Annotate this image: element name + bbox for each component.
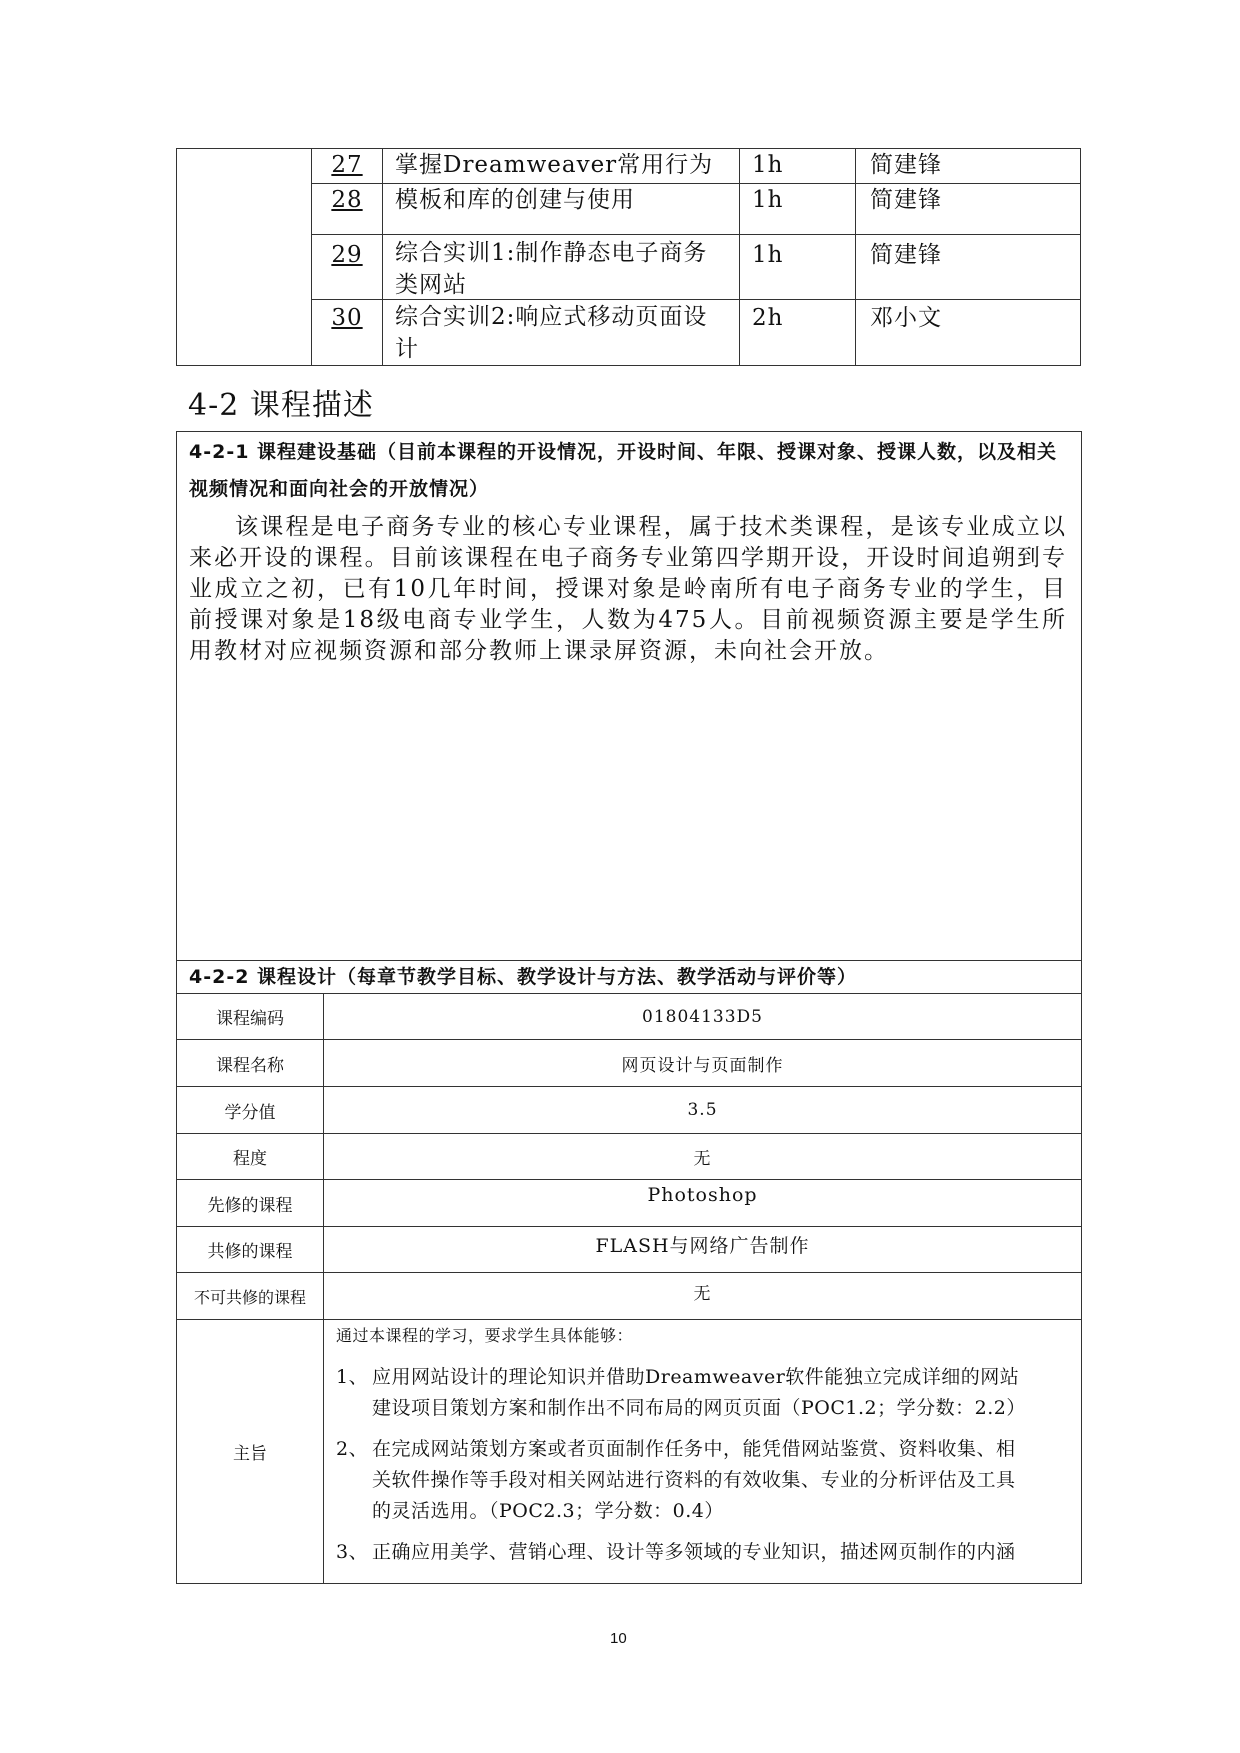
lecture-teacher-cell: 邓小文 <box>855 299 1081 366</box>
lecture-num-cell: 29 <box>311 234 383 300</box>
aim-line: 正确应用美学、营销心理、设计等多领域的专业知识，描述网页制作的内涵 <box>372 1541 1016 1563</box>
lecture-topic-cell: 综合实训1:制作静态电子商务类网站 <box>382 234 740 300</box>
info-value: 无 <box>323 1133 1082 1180</box>
lecture-topic-cell: 掌握Dreamweaver常用行为 <box>382 148 740 184</box>
lecture-hours-cell: 1h <box>739 183 856 235</box>
info-label: 课程编码 <box>176 993 324 1040</box>
lecture-teacher-cell: 简建锋 <box>855 183 1081 235</box>
lecture-table-left-blank <box>176 148 312 366</box>
lecture-hours-cell: 1h <box>739 148 856 184</box>
info-label: 课程名称 <box>176 1039 324 1087</box>
lecture-topic-cell: 模板和库的创建与使用 <box>382 183 740 235</box>
aims-intro: 通过本课程的学习，要求学生具体能够： <box>336 1326 634 1345</box>
course-basis-paragraph: 该课程是电子商务专业的核心专业课程，属于技术类课程，是该专业成立以来必开设的课程。目前该课程在电子商务专业第四学期开设，开设时间追朔到专业成立之初，已有10几年时间，授课对象是岭南所有电子商务专业的学生，目前授课对象是18级电商专业学生，人数为475人。目前视频资源主要是学生所用教材对应视频资源和部分教师上课录屏资源，未向社会开放。 <box>189 514 1067 664</box>
info-label: 学分值 <box>176 1086 324 1134</box>
aim-line: 应用网站设计的理论知识并借助Dreamweaver软件能独立完成详细的网站 <box>372 1366 1020 1388</box>
info-label: 先修的课程 <box>176 1179 324 1227</box>
lecture-topic-cell: 综合实训2:响应式移动页面设计 <box>382 299 740 366</box>
aims-cell <box>323 1319 1082 1584</box>
lecture-num-cell: 27 <box>311 148 383 184</box>
aim-item <box>336 1362 1081 1424</box>
info-label: 不可共修的课程 <box>176 1272 324 1320</box>
lecture-num-cell: 30 <box>311 299 383 366</box>
page-number: 10 <box>610 1630 627 1647</box>
aim-item <box>336 1537 1081 1568</box>
course-design-heading: 4-2-2 课程设计（每章节教学目标、教学设计与方法、教学活动与评价等） <box>176 960 1082 994</box>
course-basis-box <box>176 431 1082 961</box>
lecture-hours-cell: 1h <box>739 234 856 300</box>
aim-index: 3、 <box>336 1541 369 1563</box>
info-label: 共修的课程 <box>176 1226 324 1273</box>
info-value: Photoshop <box>323 1179 1082 1227</box>
info-label: 程度 <box>176 1133 324 1180</box>
aim-index: 1、 <box>336 1366 369 1388</box>
aim-line: 的灵活选用。（POC2.3；学分数：0.4） <box>372 1500 724 1522</box>
lecture-hours-cell: 2h <box>739 299 856 366</box>
aim-line: 在完成网站策划方案或者页面制作任务中，能凭借网站鉴赏、资料收集、相 <box>372 1438 1016 1460</box>
info-value: 网页设计与页面制作 <box>323 1039 1082 1087</box>
aim-item <box>336 1434 1081 1527</box>
info-value: 01804133D5 <box>323 993 1082 1040</box>
info-value: 3.5 <box>323 1086 1082 1134</box>
aim-line: 关软件操作等手段对相关网站进行资料的有效收集、专业的分析评估及工具 <box>372 1469 1016 1491</box>
aims-label: 主旨 <box>176 1319 324 1584</box>
aim-index: 2、 <box>336 1438 369 1460</box>
section-heading: 4-2 课程描述 <box>188 388 374 423</box>
course-basis-heading: 4-2-1 课程建设基础（目前本课程的开设情况，开设时间、年限、授课对象、授课人数，以及相关视频情况和面向社会的开放情况） <box>189 441 1058 500</box>
lecture-teacher-cell: 简建锋 <box>855 148 1081 184</box>
info-value: 无 <box>323 1272 1082 1320</box>
lecture-num-cell: 28 <box>311 183 383 235</box>
aim-line: 建设项目策划方案和制作出不同布局的网页页面（POC1.2；学分数：2.2） <box>372 1397 1026 1419</box>
info-value: FLASH与网络广告制作 <box>323 1226 1082 1273</box>
lecture-teacher-cell: 简建锋 <box>855 234 1081 300</box>
